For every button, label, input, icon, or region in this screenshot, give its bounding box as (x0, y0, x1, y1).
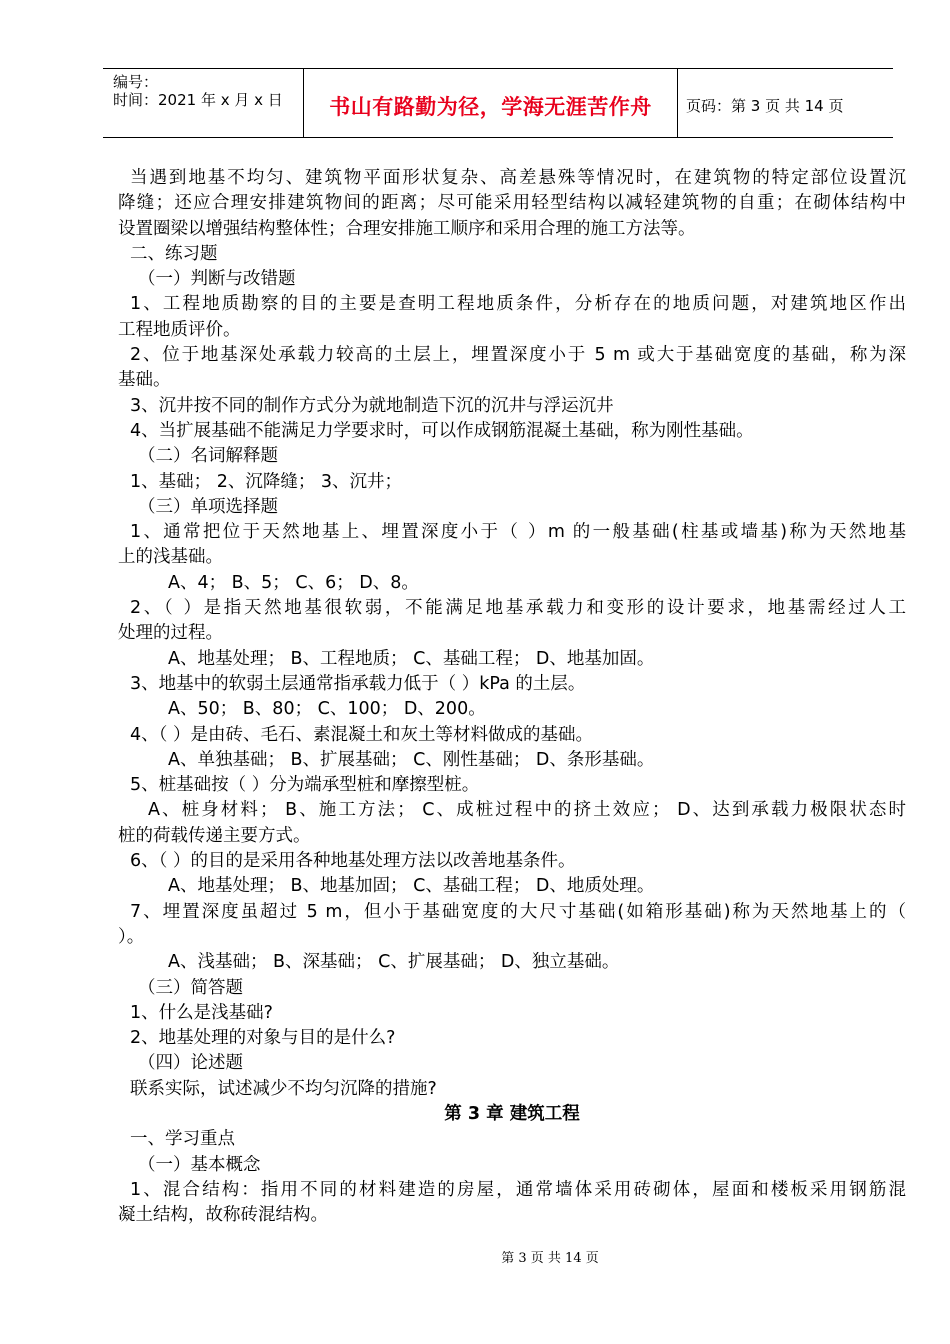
body-line: （四）论述题 (138, 1053, 243, 1074)
body-line: 桩的荷载传递主要方式。 (118, 825, 311, 846)
body-line: 上的浅基础。 (118, 547, 223, 568)
body-line: 1、工程地质勘察的目的主要是查明工程地质条件，分析存在的地质问题，对建筑地区作出 (130, 294, 906, 315)
body-line: 1、什么是浅基础? (130, 1002, 273, 1023)
header-page-info: 页码：第 3 页 共 14 页 (686, 97, 844, 115)
body-line: 2、地基处理的对象与目的是什么? (130, 1028, 396, 1049)
body-line: 6、（ ）的目的是采用各种地基处理方法以改善地基条件。 (130, 851, 576, 872)
body-line: 1、基础； 2、沉降缝； 3、沉井； (130, 471, 403, 492)
body-line: 降缝；还应合理安排建筑物间的距离；尽可能采用轻型结构以减轻建筑物的自重；在砌体结构中 (118, 193, 906, 214)
body-line: A、地基处理； B、地基加固； C、基础工程； D、地质处理。 (168, 876, 655, 897)
body-line: 当遇到地基不均匀、建筑物平面形状复杂、高差悬殊等情况时，在建筑物的特定部位设置沉 (130, 168, 906, 188)
body-line: 处理的过程。 (118, 623, 223, 644)
body-line: 基础。 (118, 370, 171, 391)
body-line: 1、通常把位于天然地基上、埋置深度小于（ ）m 的一般基础(柱基或墙基)称为天然地基 (130, 522, 906, 543)
body-line: 2、位于地基深处承载力较高的土层上，埋置深度小于 5 m 或大于基础宽度的基础，称为深 (130, 345, 906, 366)
document-body (118, 166, 906, 1228)
body-line: 5、桩基础按（ ）分为端承型桩和摩擦型桩。 (130, 775, 480, 796)
document-number-label: 编号： (113, 73, 159, 91)
body-line: 工程地质评价。 (118, 319, 241, 340)
body-line: 联系实际，试述减少不均匀沉降的措施? (130, 1078, 437, 1099)
page-footer: 第 3 页 共 14 页 (501, 1251, 599, 1266)
header-meta (103, 69, 303, 137)
body-line: A、地基处理； B、工程地质； C、基础工程； D、地基加固。 (168, 648, 655, 669)
body-line: 3、地基中的软弱土层通常指承载力低于（ ）kPa 的土层。 (130, 673, 586, 694)
body-line: 4、当扩展基础不能满足力学要求时，可以作成钢筋混凝土基础，称为刚性基础。 (130, 420, 754, 441)
body-line: （三）简答题 (138, 977, 243, 998)
header-motto: 书山有路勤为径，学海无涯苦作舟 (329, 95, 652, 119)
body-line: 7、埋置深度虽超过 5 m，但小于基础宽度的大尺寸基础(如箱形基础)称为天然地基上的（ (130, 901, 906, 922)
body-line: 2、（ ）是指天然地基很软弱，不能满足地基承载力和变形的设计要求，地基需经过人工 (130, 598, 906, 619)
body-line: 凝土结构，故称砖混结构。 (118, 1205, 328, 1226)
body-line: A、50； B、80； C、100； D、200。 (168, 699, 486, 720)
body-line: 一、学习重点 (130, 1129, 235, 1150)
header-page-cell (678, 69, 893, 137)
header-motto-cell (303, 69, 678, 137)
body-line: A、单独基础； B、扩展基础； C、刚性基础； D、条形基础。 (168, 749, 655, 770)
page-header (103, 68, 893, 138)
body-line: （一）基本概念 (138, 1154, 261, 1175)
body-line: A、浅基础； B、深基础； C、扩展基础； D、独立基础。 (168, 952, 620, 973)
body-line: 二、练习题 (130, 243, 218, 264)
body-line: 设置圈梁以增强结构整体性；合理安排施工顺序和采用合理的施工方法等。 (118, 218, 696, 239)
body-line: （一）判断与改错题 (138, 269, 296, 290)
body-line: 4、（ ）是由砖、毛石、素混凝土和灰土等材料做成的基础。 (130, 724, 593, 745)
body-line: 1、混合结构：指用不同的材料建造的房屋，通常墙体采用砖砌体，屋面和楼板采用钢筋混 (130, 1179, 906, 1200)
body-line: A、4； B、5； C、6； D、8。 (168, 572, 419, 593)
chapter-heading: 第 3 章 建筑工程 (444, 1103, 580, 1124)
body-line: （二）名词解释题 (138, 446, 278, 467)
document-time-label: 时间：2021 年 x 月 x 日 (113, 91, 283, 109)
body-line: ）。 (118, 926, 145, 947)
body-line: （三）单项选择题 (138, 496, 278, 517)
body-line: A、桩身材料； B、施工方法； C、成桩过程中的挤土效应； D、达到承载力极限状态时 (148, 800, 906, 821)
body-line: 3、沉井按不同的制作方式分为就地制造下沉的沉井与浮运沉井 (130, 395, 614, 416)
